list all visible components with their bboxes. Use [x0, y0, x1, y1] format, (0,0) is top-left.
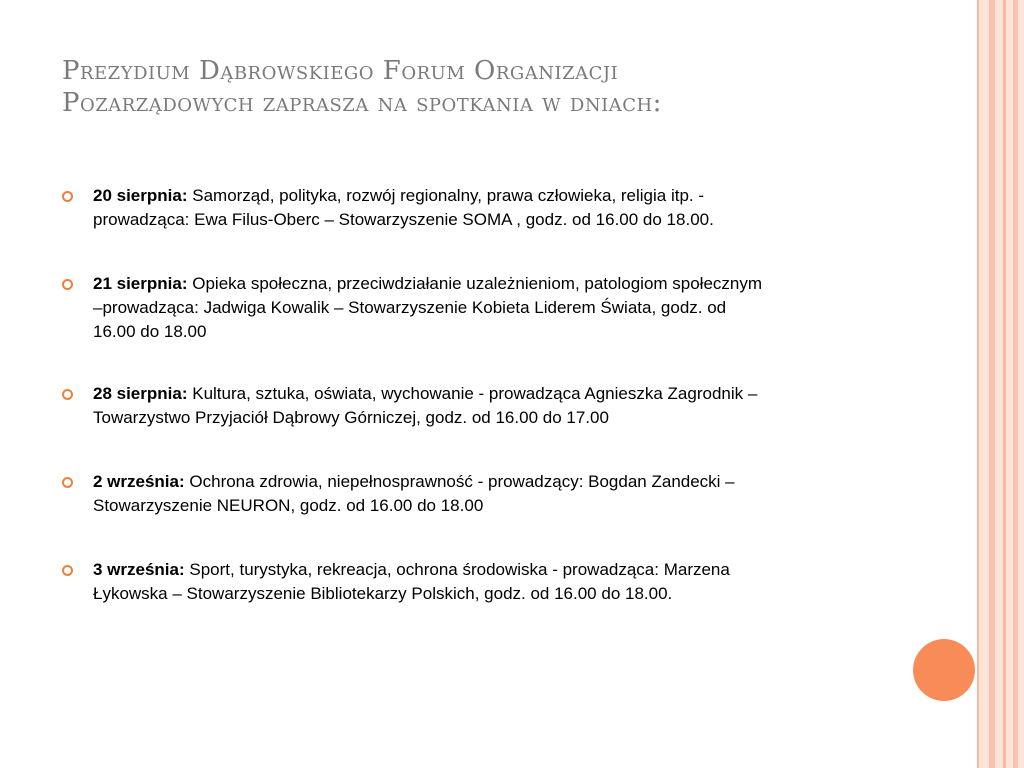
meeting-line: [93, 184, 892, 208]
meeting-text: Łykowska – Stowarzyszenie Bibliotekarzy Polskich, godz. od 16.00 do 18.00.: [93, 584, 673, 603]
meeting-item: [62, 382, 892, 430]
bullet-icon: [62, 565, 73, 576]
meeting-date: 2 września:: [93, 472, 185, 491]
meeting-line: [93, 272, 892, 296]
meeting-item: [62, 272, 892, 344]
meeting-text: Ochrona zdrowia, niepełnosprawność - prowadzący: Bogdan Zandecki –: [189, 472, 735, 491]
bullet-icon: [62, 477, 73, 488]
meeting-text: –prowadząca: Jadwiga Kowalik – Stowarzyszenie Kobieta Liderem Świata, godz. od: [93, 298, 727, 317]
stripe: [989, 0, 995, 768]
meeting-text: Sport, turystyka, rekreacja, ochrona środowiska - prowadząca: Marzena: [189, 560, 730, 579]
title-line-1: Prezydium Dąbrowskiego Forum Organizacji: [62, 56, 619, 86]
title-line-2: Pozarządowych zaprasza na spotkania w dniach:: [62, 88, 662, 118]
meeting-line: [93, 382, 892, 406]
meeting-date: 21 sierpnia:: [93, 274, 188, 293]
bullet-icon: [62, 191, 73, 202]
meeting-line: [93, 558, 892, 582]
stripe: [1003, 0, 1006, 768]
slide-title: [62, 55, 942, 119]
meeting-line: [93, 470, 892, 494]
meeting-text: Samorząd, polityka, rozwój regionalny, prawa człowieka, religia itp. -: [192, 186, 705, 205]
meeting-item: [62, 184, 892, 232]
meeting-text: Stowarzyszenie NEURON, godz. od 16.00 do 18.00: [93, 496, 484, 515]
meeting-text: Towarzystwo Przyjaciół Dąbrowy Górniczej, godz. od 16.00 do 17.00: [93, 408, 609, 427]
decorative-circle: [913, 639, 975, 701]
meeting-item: [62, 558, 892, 606]
meeting-item: [62, 470, 892, 518]
meeting-list: [62, 184, 892, 646]
meeting-text: prowadząca: Ewa Filus-Oberc – Stowarzyszenie SOMA , godz. od 16.00 do 18.00.: [93, 210, 714, 229]
meeting-text: Opieka społeczna, przeciwdziałanie uzależnieniom, patologiom społecznym: [192, 274, 763, 293]
meeting-date: 28 sierpnia:: [93, 384, 188, 403]
stripe: [1013, 0, 1018, 768]
meeting-date: 3 września:: [93, 560, 185, 579]
meeting-date: 20 sierpnia:: [93, 186, 188, 205]
stripe: [977, 0, 979, 768]
decorative-stripes: [977, 0, 1024, 768]
meeting-text: 16.00 do 18.00: [93, 322, 207, 341]
meeting-text: Kultura, sztuka, oświata, wychowanie - prowadząca Agnieszka Zagrodnik –: [192, 384, 758, 403]
bullet-icon: [62, 389, 73, 400]
bullet-icon: [62, 279, 73, 290]
